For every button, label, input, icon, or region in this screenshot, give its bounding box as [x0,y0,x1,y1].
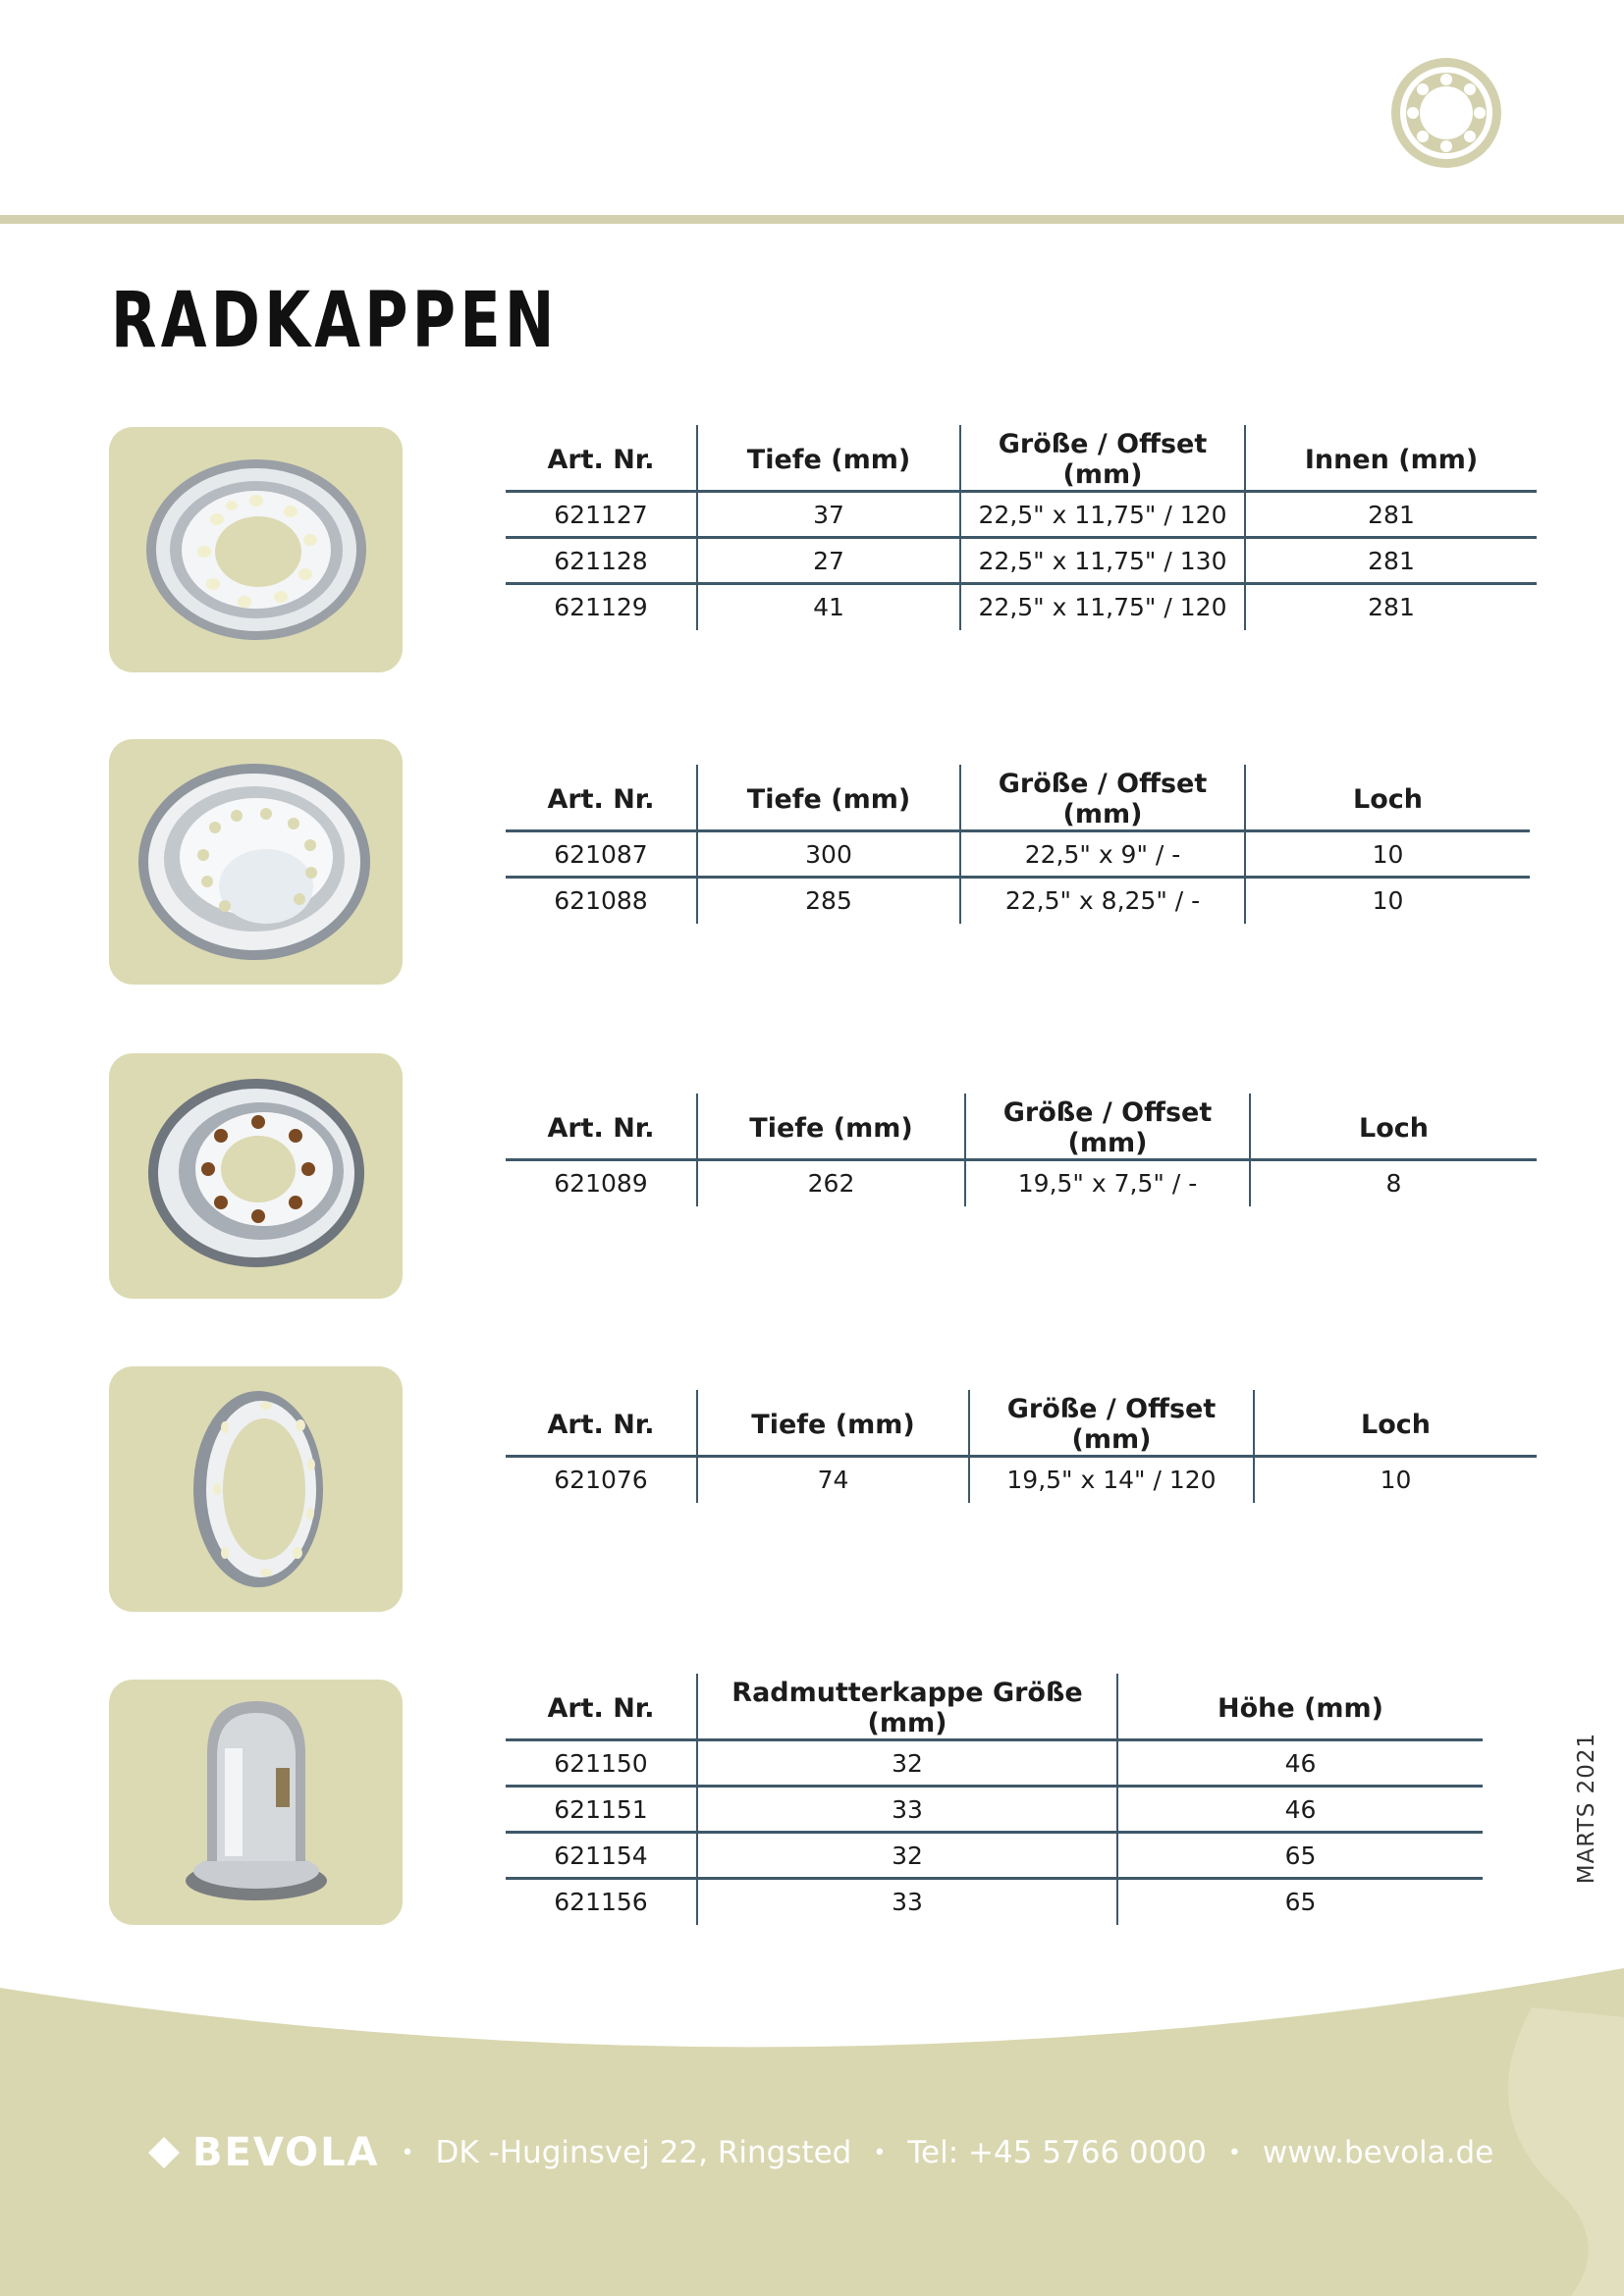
footer-address: DK -Huginsvej 22, Ringsted [435,2135,852,2170]
column-header: Art. Nr. [506,1094,697,1160]
spec-table-4 [506,1390,1537,1503]
table-header-row [506,1094,1537,1160]
table-cell: 19,5" x 14" / 120 [969,1457,1254,1503]
separator: • [1227,2140,1241,2165]
table-cell: 621151 [506,1787,697,1833]
table-row [506,1787,1483,1833]
table-cell: 65 [1117,1879,1483,1925]
table-cell: 621156 [554,1888,648,1917]
table-cell: 281 [1245,492,1537,538]
table-cell: 621150 [506,1740,697,1787]
column-header: Größe / Offset (mm) [960,425,1245,492]
product-image-wheel-cover-2 [109,739,403,985]
table-row [506,538,1537,584]
table-cell: 46 [1117,1740,1483,1787]
table-header-row [506,1674,1483,1740]
column-header: Tiefe (mm) [697,1094,965,1160]
table-cell: 8 [1250,1160,1537,1206]
header-divider [0,215,1624,224]
table-row [506,831,1530,878]
diamond-icon [147,2136,181,2169]
column-header: Art. Nr. [506,1674,697,1740]
table-cell: 33 [697,1787,1117,1833]
spec-table-5 [506,1674,1483,1925]
table-cell: 621154 [506,1833,697,1879]
table-row [506,1879,1483,1925]
column-header: Loch [1254,1390,1537,1457]
column-header: Tiefe (mm) [697,765,960,831]
product-image-wheel-cover-4 [109,1366,403,1612]
table-row [506,878,1530,924]
table-cell: 22,5" x 8,25" / - [960,878,1245,924]
spec-table-3 [506,1094,1537,1206]
table-cell: 22,5" x 9" / - [960,831,1245,878]
column-header: Innen (mm) [1245,425,1537,492]
product-image-wheel-cover-1 [109,427,403,672]
table-row [506,584,1537,630]
footer-website-link[interactable]: www.bevola.de [1262,2135,1494,2170]
brand-name: BEVOLA [192,2130,380,2175]
footer-phone: Tel: +45 5766 0000 [907,2135,1207,2170]
table-cell: 621088 [554,886,648,916]
column-header: Größe / Offset (mm) [969,1390,1254,1457]
table-cell: 32 [697,1833,1117,1879]
table-cell: 19,5" x 7,5" / - [965,1160,1250,1206]
brand-logo [147,2130,380,2175]
table-row [506,1457,1537,1503]
table-cell: 281 [1245,538,1537,584]
table-cell: 621087 [506,831,697,878]
page-title: RADKAPPEN [111,277,559,365]
column-header: Tiefe (mm) [697,1390,969,1457]
column-header: Art. Nr. [506,1390,697,1457]
table-cell: 46 [1117,1787,1483,1833]
table-cell: 621129 [554,593,648,622]
separator: • [873,2140,887,2165]
table-header-row [506,425,1537,492]
bearing-ring-icon [1387,54,1505,172]
edition-date-text: MARTS 2021 [1574,1732,1599,1885]
table-cell: 10 [1254,1457,1537,1503]
column-header: Höhe (mm) [1117,1674,1483,1740]
table-cell: 74 [697,1457,969,1503]
spec-table-1 [506,425,1537,630]
table-cell: 10 [1245,831,1530,878]
table-cell: 22,5" x 11,75" / 120 [960,492,1245,538]
table-cell: 37 [697,492,960,538]
table-row [506,1833,1483,1879]
column-header: Art. Nr. [506,765,697,831]
table-cell: 32 [697,1740,1117,1787]
table-cell: 300 [697,831,960,878]
table-cell: 27 [697,538,960,584]
table-cell: 41 [697,584,960,630]
table-row [506,492,1537,538]
column-header: Loch [1250,1094,1537,1160]
spec-table-2 [506,765,1530,924]
product-image-nut-cap [109,1680,403,1925]
table-header-row [506,765,1530,831]
table-cell: 22,5" x 11,75" / 120 [960,584,1245,630]
table-cell: 621089 [554,1169,648,1199]
column-header: Loch [1245,765,1530,831]
column-header: Tiefe (mm) [697,425,960,492]
table-row [506,1740,1483,1787]
column-header: Art. Nr. [506,425,697,492]
table-cell: 621128 [506,538,697,584]
edition-date [1567,1730,1606,1887]
table-cell: 22,5" x 11,75" / 130 [960,538,1245,584]
table-cell: 262 [697,1160,965,1206]
footer-contact [147,2125,1493,2180]
table-cell: 285 [697,878,960,924]
table-cell: 281 [1245,584,1537,630]
column-header: Radmutterkappe Größe (mm) [697,1674,1117,1740]
table-cell: 65 [1117,1833,1483,1879]
column-header: Größe / Offset (mm) [960,765,1245,831]
product-image-wheel-cover-3 [109,1053,403,1299]
table-cell: 10 [1245,878,1530,924]
table-cell: 621076 [554,1466,648,1495]
table-cell: 33 [697,1879,1117,1925]
separator: • [401,2140,414,2165]
table-header-row [506,1390,1537,1457]
column-header: Größe / Offset (mm) [965,1094,1250,1160]
table-cell: 621127 [506,492,697,538]
table-row [506,1160,1537,1206]
